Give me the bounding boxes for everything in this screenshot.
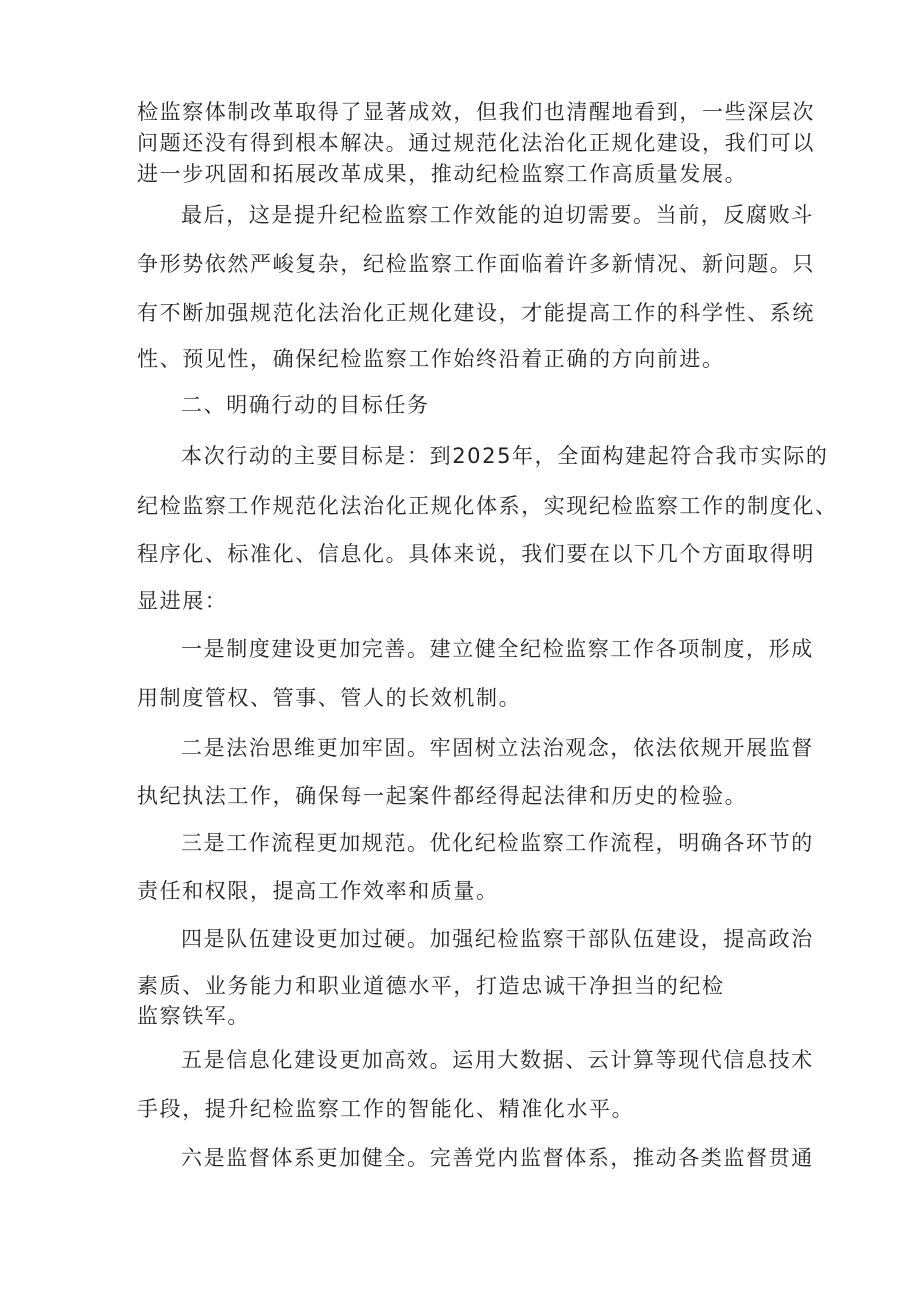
text-line: 责任和权限，提高工作效率和质量。 [137,879,499,903]
paragraph-start: 四是队伍建设更加过硬。加强纪检监察干部队伍建设，提高政治 [181,927,814,951]
text-line: 纪检监察工作规范化法治化正规化体系，实现纪检监察工作的制度化、 [137,494,838,518]
text-line: 检监察体制改革取得了显著成效，但我们也清醒地看到，一些深层次 [137,100,815,124]
paragraph-start: 最后，这是提升纪检监察工作效能的迫切需要。当前，反腐败斗 [181,203,814,227]
text-line: 问题还没有得到根本解决。通过规范化法治化正规化建设，我们可以 [137,131,815,155]
paragraph-start: 二是法治思维更加牢固。牢固树立法治观念，依法依规开展监督 [181,736,814,760]
paragraph-start: 六是监督体系更加健全。完善党内监督体系，推动各类监督贯通 [181,1146,814,1170]
text-line: 显进展： [137,589,228,613]
text-line: 执纪执法工作，确保每一起案件都经得起法律和历史的检验。 [137,784,748,808]
text-line: 程序化、标准化、信息化。具体来说，我们要在以下几个方面取得明 [137,542,815,566]
text-line: 有不断加强规范化法治化正规化建设，才能提高工作的科学性、系统 [137,301,815,325]
text-line: 性、预见性，确保纪检监察工作始终沿着正确的方向前进。 [137,347,725,371]
paragraph-start: 五是信息化建设更加高效。运用大数据、云计算等现代信息技术 [181,1048,814,1072]
text-line: 素质、业务能力和职业道德水平，打造忠诚干净担当的纪检 [137,974,725,998]
paragraph-start: 三是工作流程更加规范。优化纪检监察工作流程，明确各环节的 [181,831,814,855]
text-line: 进一步巩固和拓展改革成果，推动纪检监察工作高质量发展。 [137,162,748,186]
text-line: 争形势依然严峻复杂，纪检监察工作面临着许多新情况、新问题。只 [137,252,815,276]
text-line: 用制度管权、管事、管人的长效机制。 [137,686,522,710]
text-line: 监察铁军。 [137,1004,250,1028]
paragraph-start: 一是制度建设更加完善。建立健全纪检监察工作各项制度，形成 [181,637,814,661]
text-line: 手段，提升纪检监察工作的智能化、精准化水平。 [137,1097,635,1121]
paragraph-start: 本次行动的主要目标是：到2025年，全面构建起符合我市实际的 [181,444,829,468]
section-heading: 二、明确行动的目标任务 [181,393,430,417]
